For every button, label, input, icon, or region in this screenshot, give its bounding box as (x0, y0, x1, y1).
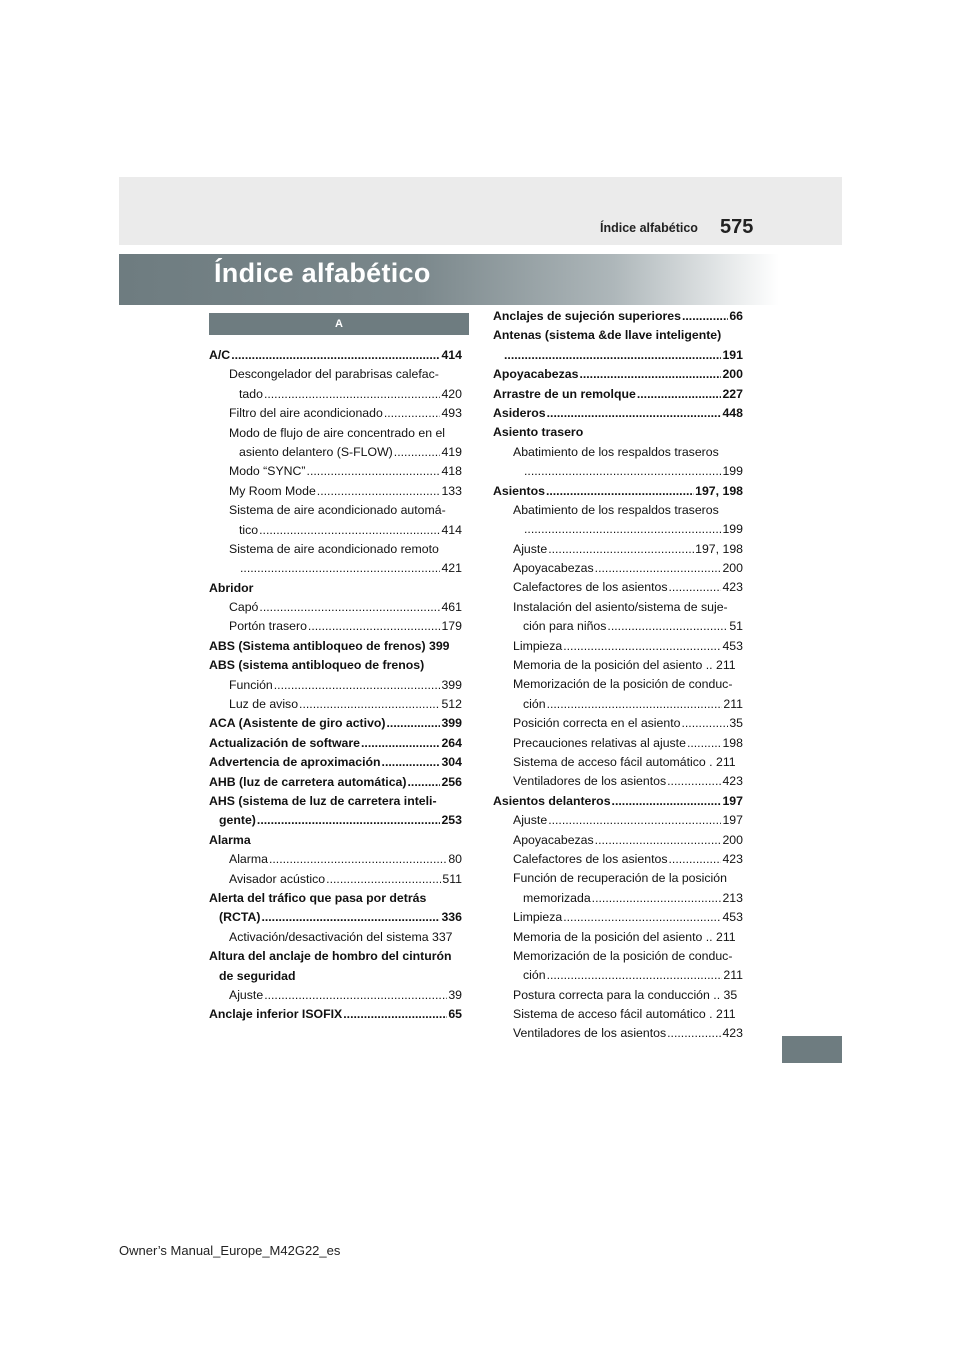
index-entry-label: Alerta del tráfico que pasa por detrás (209, 890, 427, 905)
index-entry (209, 792, 462, 811)
index-entry-page: 423 (722, 774, 743, 789)
leader-dots (547, 404, 722, 423)
index-entry-label: Sistema de aire acondicionado remoto (229, 541, 439, 556)
leader-dots (682, 307, 728, 326)
index-entry-label: Apoyacabezas (513, 832, 594, 847)
leader-dots (240, 559, 440, 578)
index-entry (493, 1024, 743, 1043)
index-entry-page: 399 (441, 716, 462, 731)
index-entry (209, 986, 462, 1005)
index-entry (209, 889, 462, 908)
index-entry (493, 520, 743, 539)
header-section-title: Índice alfabético (600, 221, 698, 235)
leader-dots (524, 520, 721, 539)
index-entry (493, 598, 743, 617)
index-entry (493, 365, 743, 384)
index-entry (493, 986, 743, 1005)
index-entry-label: My Room Mode (229, 483, 316, 498)
index-entry (493, 443, 743, 462)
leader-dots (579, 365, 721, 384)
leader-dots (384, 404, 441, 423)
leader-dots (547, 695, 723, 714)
index-entry (493, 947, 743, 966)
index-entry (493, 850, 743, 869)
index-entry (209, 656, 462, 675)
index-column-left (209, 346, 462, 1025)
index-entry-label: Memoria de la posición del asiento .. 211 (513, 658, 736, 673)
leader-dots (524, 462, 721, 481)
index-entry-page: 80 (448, 852, 462, 867)
index-entry (209, 811, 462, 830)
index-entry-page: 418 (441, 464, 462, 479)
index-entry (493, 404, 743, 423)
index-entry-page: 423 (722, 1026, 743, 1041)
index-entry (209, 773, 462, 792)
index-entry-label: Luz de aviso (229, 697, 299, 712)
index-entry-label: Altura del anclaje de hombro del cinturón (209, 949, 452, 964)
index-entry-page: 453 (722, 638, 743, 653)
leader-dots (308, 617, 441, 636)
index-entry-label: Sistema de aire acondicionado automá- (229, 503, 446, 518)
index-entry-label: tado (239, 386, 263, 401)
index-entry-label: memorizada (523, 890, 591, 905)
index-entry (209, 598, 462, 617)
index-entry-label: Función (229, 677, 273, 692)
leader-dots (387, 714, 441, 733)
index-entry-label: Capó (229, 600, 259, 615)
index-entry-label: Limpieza (513, 638, 563, 653)
leader-dots (546, 482, 694, 501)
index-entry-label: Sistema de acceso fácil automático . 211 (513, 754, 736, 769)
index-entry-page: 448 (722, 405, 743, 420)
index-entry-page: 197 (722, 793, 743, 808)
leader-dots (668, 578, 721, 597)
leader-dots (343, 1005, 447, 1024)
index-entry (493, 869, 743, 888)
index-entry-label: ción (523, 968, 546, 983)
index-entry (209, 579, 462, 598)
index-entry-label: Memorización de la posición de conduc- (513, 948, 733, 963)
index-entry-label: Alarma (229, 852, 268, 867)
index-entry-label: Función de recuperación de la posición (513, 871, 727, 886)
leader-dots (563, 637, 721, 656)
index-entry-label: ABS (sistema antibloqueo de frenos) (209, 658, 425, 673)
index-entry-page: 453 (722, 910, 743, 925)
index-entry (209, 443, 462, 462)
index-entry-label: Ventiladores de los asientos (513, 1026, 667, 1041)
index-entry-label: Memoria de la posición del asiento .. 211 (513, 929, 736, 944)
index-entry-page: 211 (723, 968, 743, 983)
index-entry-page: 336 (441, 910, 462, 925)
index-entry (209, 676, 462, 695)
index-entry (209, 424, 462, 443)
index-entry-page: 197, 198 (695, 541, 743, 556)
index-entry (209, 637, 462, 656)
index-entry-label: Abridor (209, 580, 254, 595)
index-entry-page: 211 (723, 696, 743, 711)
leader-dots (595, 831, 722, 850)
index-entry-label: Antenas (sistema &de llave inteligente) (493, 328, 722, 343)
index-entry-label: ción para niños (523, 619, 607, 634)
index-entry-page: 414 (441, 348, 462, 362)
index-entry-page: 213 (722, 890, 743, 905)
index-entry (209, 559, 462, 578)
index-entry-page: 199 (722, 464, 743, 479)
index-entry-label: (RCTA) (219, 910, 261, 925)
index-entry (209, 714, 462, 733)
leader-dots (317, 482, 441, 501)
index-entry-page: 197 (722, 813, 743, 828)
index-entry-label: Arrastre de un remolque (493, 386, 636, 401)
leader-dots (637, 385, 722, 404)
index-entry-label: Apoyacabezas (493, 367, 579, 382)
index-entry (209, 695, 462, 714)
index-entry-page: 423 (722, 851, 743, 866)
index-entry-label: Instalación del asiento/sistema de suje- (513, 599, 728, 614)
leader-dots (668, 850, 721, 869)
leader-dots (259, 598, 440, 617)
index-entry-label: Abatimiento de los respaldos traseros (513, 502, 719, 517)
index-entry (493, 462, 743, 481)
leader-dots (681, 714, 728, 733)
index-entry (209, 1005, 462, 1024)
index-entry-page: 51 (729, 619, 743, 634)
index-entry-label: Descongelador del parabrisas calefac- (229, 367, 439, 382)
index-entry (209, 462, 462, 481)
index-entry-label: Modo “SYNC” (229, 464, 306, 479)
index-entry-page: 35 (729, 716, 743, 731)
index-entry-label: AHS (sistema de luz de carretera inteli- (209, 793, 437, 808)
index-entry-label: Precauciones relativas al ajuste (513, 735, 686, 750)
index-entry (209, 385, 462, 404)
index-entry-label: Memorización de la posición de conduc- (513, 677, 733, 692)
index-entry-page: 423 (722, 580, 743, 595)
index-entry (209, 540, 462, 559)
index-entry (493, 559, 743, 578)
index-entry-label: Actualización de software (209, 735, 361, 750)
index-entry (493, 908, 743, 927)
leader-dots (667, 772, 721, 791)
index-entry-page: 399 (441, 677, 462, 692)
index-entry-label: Sistema de acceso fácil automático . 211 (513, 1007, 736, 1022)
leader-dots (547, 966, 723, 985)
index-entry-label: Anclaje inferior ISOFIX (209, 1007, 343, 1022)
index-entry-label: Asiento trasero (493, 425, 584, 440)
leader-dots (563, 908, 721, 927)
leader-dots (504, 346, 721, 365)
index-entry-label: Asientos (493, 483, 545, 498)
index-entry (209, 908, 462, 927)
index-entry-label: de seguridad (219, 968, 296, 983)
index-entry-label: Limpieza (513, 910, 563, 925)
index-entry (493, 346, 743, 365)
leader-dots (274, 676, 441, 695)
leader-dots (592, 889, 722, 908)
index-entry-page: 39 (448, 987, 462, 1002)
index-entry (209, 870, 462, 889)
letter-heading: A (209, 313, 469, 335)
index-entry-label: Asideros (493, 405, 546, 420)
index-entry (209, 753, 462, 772)
index-entry (493, 1005, 743, 1024)
index-entry (493, 695, 743, 714)
index-entry (493, 482, 743, 501)
index-entry (493, 792, 743, 811)
index-entry-label: Calefactores de los asientos (513, 580, 668, 595)
index-entry-label: gente) (219, 813, 256, 828)
index-entry (493, 656, 743, 675)
leader-dots (261, 908, 440, 927)
index-entry (493, 326, 743, 345)
index-entry (493, 675, 743, 694)
index-entry-label: ción (523, 696, 546, 711)
index-entry (493, 889, 743, 908)
index-entry (493, 501, 743, 520)
leader-dots (548, 811, 721, 830)
index-entry-label: Calefactores de los asientos (513, 851, 668, 866)
index-entry-label: Modo de flujo de aire concentrado en el (229, 425, 446, 440)
index-entry-label: Ventiladores de los asientos (513, 774, 667, 789)
leader-dots (408, 773, 441, 792)
leader-dots (607, 617, 728, 636)
footer-text: Owner’s Manual_Europe_M42G22_es (119, 1243, 341, 1258)
index-entry (209, 365, 462, 384)
index-entry-page: 191 (722, 347, 743, 362)
index-entry-label: Filtro del aire acondicionado (229, 406, 383, 421)
index-entry (493, 753, 743, 772)
index-column-right (493, 307, 743, 1044)
leader-dots (394, 443, 441, 462)
index-entry (493, 423, 743, 442)
index-entry-label: tico (239, 522, 259, 537)
index-entry-label: A/C (209, 348, 231, 362)
index-entry-label: Ajuste (513, 541, 548, 556)
leader-dots (667, 1024, 721, 1043)
index-entry-page: 264 (441, 735, 462, 750)
index-entry (493, 928, 743, 947)
index-entry-page: 200 (722, 561, 743, 576)
index-entry-page: 493 (441, 406, 462, 421)
index-entry (209, 521, 462, 540)
index-entry-label: asiento delantero (S-FLOW) (239, 444, 393, 459)
leader-dots (231, 346, 440, 365)
index-entry-page: 133 (441, 483, 462, 498)
index-entry-label: Postura correcta para la conducción .. 35 (513, 987, 738, 1002)
index-entry (493, 811, 743, 830)
leader-dots (269, 850, 447, 869)
leader-dots (548, 540, 694, 559)
index-entry-label: Anclajes de sujeción superiores (493, 309, 681, 323)
index-entry-label: Avisador acústico (229, 871, 326, 886)
index-entry-page: 200 (722, 367, 743, 382)
index-entry (493, 966, 743, 985)
index-entry-page: 512 (441, 697, 462, 712)
index-entry (209, 617, 462, 636)
leader-dots (595, 559, 722, 578)
index-entry-label: ACA (Asistente de giro activo) (209, 716, 386, 731)
leader-dots (299, 695, 440, 714)
index-entry (209, 501, 462, 520)
index-entry (493, 772, 743, 791)
index-entry (493, 578, 743, 597)
index-entry-page: 511 (442, 871, 462, 886)
index-entry-label: Portón trasero (229, 619, 307, 634)
index-entry (209, 947, 462, 966)
leader-dots (264, 986, 447, 1005)
index-entry-label: AHB (luz de carretera automática) (209, 774, 407, 789)
index-entry (493, 617, 743, 636)
index-entry-page: 200 (722, 832, 743, 847)
index-entry (209, 850, 462, 869)
index-entry-page: 253 (441, 813, 462, 828)
index-entry-page: 414 (441, 522, 462, 537)
index-entry (493, 637, 743, 656)
leader-dots (382, 753, 441, 772)
index-entry-label: ABS (Sistema antibloqueo de frenos) 399 (209, 638, 450, 653)
index-entry (493, 734, 743, 753)
leader-dots (264, 385, 441, 404)
index-entry (493, 307, 743, 326)
index-entry (209, 967, 462, 986)
index-entry (209, 928, 462, 947)
index-entry (493, 831, 743, 850)
index-entry-page: 461 (441, 600, 462, 615)
index-entry-label: Asientos delanteros (493, 793, 611, 808)
leader-dots (259, 521, 440, 540)
thumb-index-tab (782, 1036, 842, 1063)
leader-dots (257, 811, 441, 830)
index-entry (493, 714, 743, 733)
index-entry-page: 421 (441, 561, 462, 576)
index-entry-page: 227 (722, 386, 743, 401)
index-entry (209, 346, 462, 365)
index-entry (209, 404, 462, 423)
index-entry-label: Alarma (209, 832, 251, 847)
index-entry (209, 482, 462, 501)
index-entry (493, 540, 743, 559)
index-entry (493, 385, 743, 404)
index-entry-label: Abatimiento de los respaldos traseros (513, 444, 719, 459)
page-number: 575 (720, 216, 754, 238)
leader-dots (687, 734, 722, 753)
index-entry-label: Ajuste (513, 813, 548, 828)
index-entry-page: 420 (441, 386, 462, 401)
leader-dots (361, 734, 440, 753)
index-entry-page: 256 (441, 774, 462, 789)
leader-dots (612, 792, 722, 811)
index-entry-label: Activación/desactivación del sistema 337 (229, 929, 453, 944)
index-entry-page: 179 (441, 619, 462, 634)
index-entry (209, 831, 462, 850)
index-entry-label: Apoyacabezas (513, 561, 594, 576)
leader-dots (307, 462, 441, 481)
index-entry-label: Ajuste (229, 987, 264, 1002)
index-entry-page: 419 (441, 444, 462, 459)
index-entry-label: Advertencia de aproximación (209, 755, 381, 770)
index-entry (209, 734, 462, 753)
index-entry-page: 66 (729, 309, 743, 323)
index-entry-page: 65 (448, 1007, 462, 1022)
index-entry-page: 304 (441, 755, 462, 770)
index-entry-page: 197, 198 (695, 483, 743, 498)
page-title: Índice alfabético (214, 258, 431, 288)
index-entry-label: Posición correcta en el asiento (513, 716, 681, 731)
index-entry-page: 199 (722, 522, 743, 537)
leader-dots (326, 870, 441, 889)
index-entry-page: 198 (722, 735, 743, 750)
